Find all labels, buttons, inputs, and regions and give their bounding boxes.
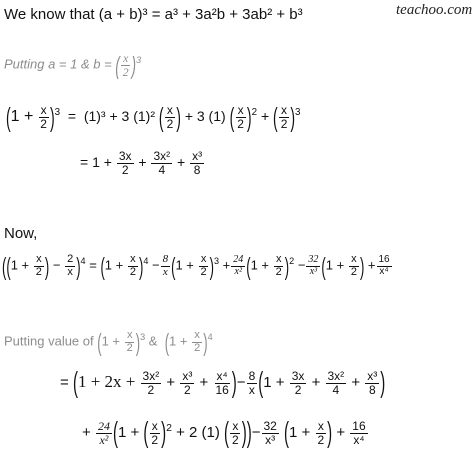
frac-den: 2 (232, 432, 239, 447)
fraction (199, 254, 209, 278)
identity-line: We know that (a + b)³ = a³ + 3a²b + 3ab² + b³ (4, 6, 303, 23)
frac-num: x (194, 329, 200, 341)
frac-den: 2 (280, 116, 288, 131)
frac-den: 2 (317, 432, 325, 447)
paren-close: ) (49, 101, 55, 133)
paren-open: ( (6, 251, 11, 281)
fraction (377, 255, 392, 277)
substituted-equation-line2 (82, 416, 369, 450)
paren-open: ( (258, 366, 264, 400)
frac-num: x (130, 253, 136, 265)
fraction (262, 420, 279, 446)
frac-den: x (162, 265, 168, 278)
frac-num: 24 (97, 419, 110, 433)
frac-den: 8 (193, 162, 201, 177)
fraction (306, 255, 320, 277)
term: + 2 (1) (176, 424, 220, 442)
fraction (190, 150, 204, 176)
paren-close: ) (138, 251, 144, 281)
fraction (213, 370, 230, 396)
putting-line (4, 52, 141, 78)
frac-num: 3x (118, 149, 132, 163)
frac-den: 4 (158, 162, 166, 177)
fraction (151, 150, 172, 176)
plus-sign: + (260, 107, 270, 124)
frac-den: 2 (275, 265, 282, 278)
putting-label: Putting a = 1 & b = (4, 56, 116, 72)
minus-sign: − (251, 424, 261, 442)
plus-sign: + (82, 424, 91, 442)
plus-sign: + (222, 257, 231, 273)
plus-sign: + (351, 374, 361, 392)
frac-num: x (40, 103, 47, 117)
paren-close: ) (161, 416, 167, 450)
paren-close: ) (176, 101, 181, 133)
frac-den: 2 (122, 64, 129, 79)
paren-open: ( (224, 416, 230, 450)
paren-close: ) (246, 101, 252, 133)
plus-sign: + (166, 374, 176, 392)
fraction (290, 370, 307, 396)
fraction (326, 370, 347, 396)
paren-close: ) (246, 416, 252, 450)
putting-value-line (4, 327, 213, 357)
frac-num: x (351, 253, 357, 265)
plus-sign: + (199, 374, 209, 392)
power: 3 (54, 107, 61, 119)
frac-num: x (166, 103, 173, 117)
plus-sign: + (336, 424, 346, 442)
frac-den: 2 (126, 341, 133, 354)
frac-den: 2 (121, 162, 129, 177)
paren-open: ( (115, 50, 120, 80)
term: 1 + (10, 257, 30, 273)
term: 1 + (250, 257, 270, 273)
frac-num: 16 (378, 254, 390, 266)
plus-sign: + (177, 153, 186, 170)
paren-open: ( (97, 327, 102, 357)
frac-num: 3x² (327, 369, 345, 383)
frac-num: x (122, 51, 129, 65)
paren-open: ( (2, 251, 7, 281)
term: 1 + (175, 257, 194, 273)
paren-open: ( (6, 101, 11, 133)
paren-open: ( (321, 251, 326, 281)
paren-close: ) (327, 416, 333, 450)
frac-num: x³ (182, 369, 193, 383)
minus-sign: − (52, 257, 61, 273)
plus-sign: + (367, 257, 376, 273)
term: = 1 + (80, 153, 112, 170)
paren-close: ) (290, 101, 296, 133)
frac-num: 3x (291, 369, 305, 383)
frac-num: 32 (263, 419, 277, 433)
expansion-result (80, 150, 205, 176)
equals-sign: = (60, 374, 69, 392)
frac-den: x² (234, 265, 242, 277)
paren-close: ) (44, 251, 50, 281)
frac-den: 8 (368, 382, 376, 397)
fraction (365, 370, 379, 396)
paren-open: ( (112, 416, 118, 450)
frac-den: x (67, 265, 73, 278)
paren-open: ( (158, 101, 164, 133)
frac-num: x (237, 103, 244, 117)
power: 2 (251, 107, 258, 119)
frac-den: 2 (147, 382, 155, 397)
equals-sign: = (67, 107, 77, 124)
frac-den: 2 (294, 382, 302, 397)
power: 4 (207, 332, 213, 343)
term: 1 + (263, 374, 285, 392)
frac-den: x³ (265, 432, 276, 447)
frac-num: 24 (233, 254, 244, 266)
term: 1 + 2x + (77, 372, 136, 392)
term: 1 + (101, 333, 121, 349)
fraction (128, 254, 138, 278)
power: 3 (295, 107, 301, 119)
term: + 3 (1) (184, 107, 226, 124)
fraction (192, 330, 202, 354)
paren-close: ) (380, 366, 386, 400)
fraction (161, 254, 171, 278)
frac-num: 16 (352, 419, 366, 433)
frac-num: 8 (162, 253, 169, 265)
fraction (279, 104, 290, 130)
paren-close: ) (131, 50, 136, 80)
power: 4 (80, 256, 86, 267)
paren-close: ) (209, 251, 214, 281)
frac-den: x³ (309, 265, 318, 277)
fraction (230, 420, 241, 446)
frac-den: 2 (200, 265, 207, 278)
frac-den: 2 (237, 116, 244, 131)
term: 1 + (325, 257, 345, 273)
frac-den: 2 (166, 116, 174, 131)
paren-close: ) (241, 416, 247, 450)
term: 1 + (10, 107, 34, 125)
frac-num: x (200, 253, 207, 265)
frac-den: 2 (129, 265, 136, 278)
frac-den: x⁴ (353, 432, 365, 447)
paren-open: ( (164, 327, 170, 357)
frac-num: 3x² (142, 369, 160, 383)
fraction (274, 254, 284, 278)
term: 1 + (117, 424, 140, 442)
paren-close: ) (76, 251, 81, 281)
b-fraction (121, 52, 131, 78)
fraction (180, 370, 194, 396)
frac-num: 32 (308, 254, 319, 266)
fraction (141, 370, 162, 396)
frac-den: 2 (183, 382, 191, 397)
fraction (349, 254, 359, 278)
paren-open: ( (143, 416, 149, 450)
substituted-equation-line1 (60, 366, 386, 400)
plus-sign: + (311, 374, 321, 392)
paren-close: ) (231, 366, 237, 400)
term: (1)³ + 3 (1)² (83, 107, 155, 124)
frac-den: 2 (350, 265, 357, 278)
frac-num: x⁴ (216, 369, 228, 383)
fraction (125, 330, 135, 354)
fraction (65, 254, 75, 278)
power: 3 (140, 332, 146, 343)
fraction (34, 254, 44, 278)
frac-num: 3x² (153, 149, 171, 163)
power: 2 (289, 256, 295, 267)
frac-num: x (281, 103, 288, 117)
paren-open: ( (72, 366, 78, 400)
power: 3 (136, 55, 142, 66)
frac-num: x (232, 419, 239, 433)
paren-close: ) (359, 251, 365, 281)
minus-sign: − (152, 257, 160, 273)
teachoo-logo: teachoo.com (396, 2, 473, 18)
minus-sign: − (236, 374, 246, 392)
ampersand: & (148, 333, 158, 349)
frac-num: x (275, 253, 282, 265)
frac-den: 2 (35, 265, 42, 278)
paren-open: ( (171, 251, 176, 281)
fraction (117, 150, 134, 176)
frac-den: 2 (40, 116, 47, 131)
paren-open: ( (246, 251, 251, 281)
fraction (235, 104, 246, 130)
frac-num: x³ (192, 149, 203, 163)
equals-sign: = (89, 257, 97, 273)
fraction (96, 420, 112, 446)
fraction (231, 255, 245, 277)
frac-num: x (317, 419, 324, 433)
paren-open: ( (229, 101, 235, 133)
frac-num: x (126, 329, 133, 341)
fraction (38, 104, 49, 130)
fraction (165, 104, 176, 130)
paren-close: ) (203, 327, 208, 357)
minus-sign: − (297, 257, 306, 273)
fraction (315, 420, 326, 446)
frac-num: x (151, 419, 158, 433)
paren-close: ) (135, 327, 141, 357)
frac-den: x² (99, 432, 109, 447)
expansion-equation (6, 101, 301, 133)
frac-den: 16 (215, 382, 229, 397)
now-label: Now, (4, 225, 38, 242)
power: 2 (166, 422, 172, 435)
fraction (149, 420, 160, 446)
putting-value-label: Putting value of (4, 333, 98, 349)
plus-sign: + (138, 153, 147, 170)
frac-den: 2 (151, 432, 159, 447)
term: 1 + (289, 424, 311, 442)
power: 4 (143, 256, 149, 267)
frac-num: 8 (248, 369, 256, 383)
paren-open: ( (273, 101, 278, 133)
frac-num: 2 (67, 253, 74, 265)
paren-open: ( (100, 251, 105, 281)
frac-den: x (248, 382, 255, 397)
term: 1 + (104, 257, 124, 273)
term: 1 + (169, 333, 188, 349)
frac-num: x³ (367, 369, 378, 383)
frac-num: x (36, 253, 42, 265)
frac-den: 4 (332, 382, 340, 397)
binomial-expansion (2, 251, 393, 281)
frac-den: x⁴ (379, 265, 389, 277)
fraction (350, 420, 367, 446)
paren-open: ( (284, 416, 290, 450)
frac-den: 2 (194, 341, 201, 354)
fraction (247, 370, 258, 396)
paren-close: ) (284, 251, 290, 281)
power: 3 (213, 256, 220, 267)
